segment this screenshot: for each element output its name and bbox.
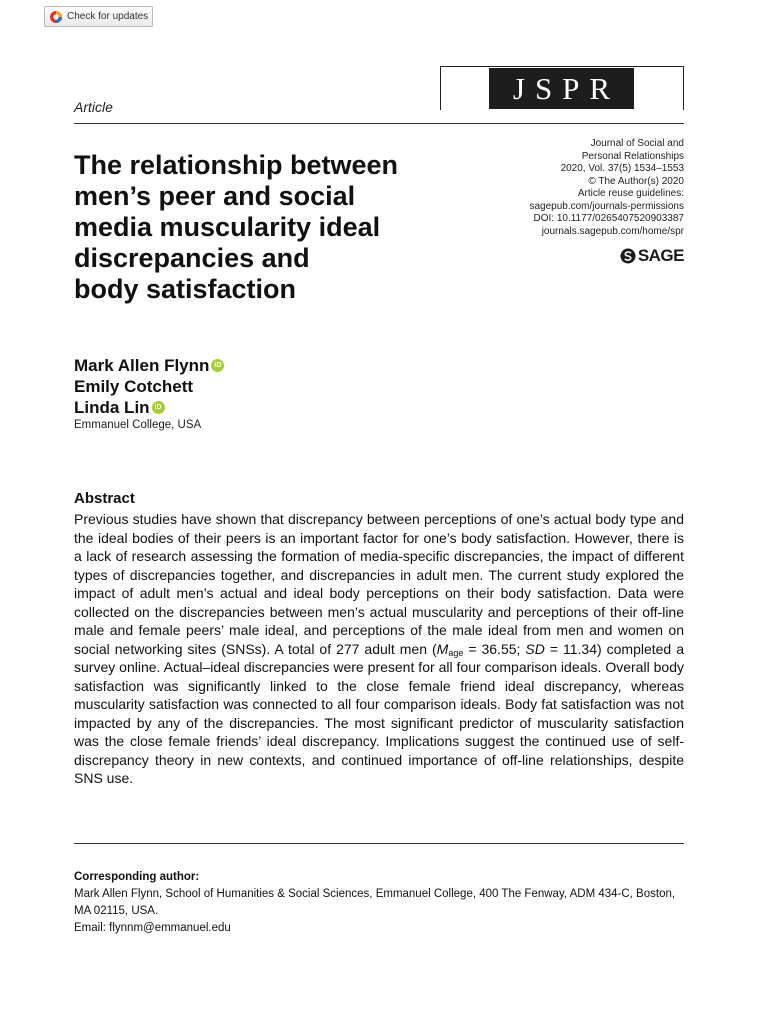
sd-symbol: SD <box>525 640 545 657</box>
corresponding-author-heading: Corresponding author: <box>74 871 200 883</box>
journal-logo: JSPR <box>489 68 634 109</box>
email-link[interactable]: flynnm@emmanuel.edu <box>109 922 231 934</box>
article-type: Article <box>74 99 113 115</box>
author-name-text: Mark Allen Flynn <box>74 356 210 375</box>
abstract-part: Previous studies have shown that discrepancy between perceptions of one’s actual body type and the ideal bodies of their peers is an important factor for one’s body satisfaction. However, there is a lack of research assessing the formation of media-specific discrepancies, the impact of different types of discrepancies together, and discrepancies in adult men. The current study explored the impact of adult men’s actual and ideal body perceptions on their body satisfaction. Data were collected on the discrepancies between men’s actual muscularity and perceptions of their off-line male and female peers’ male ideal, and perceptions of the male ideal from men and women on social networking sites (SNSs). A total of 277 adult men ( <box>74 511 684 657</box>
reuse-guidelines-label: Article reuse guidelines: <box>577 188 684 199</box>
journal-metadata <box>470 138 684 238</box>
corresponding-author-address: Mark Allen Flynn, School of Humanities & Social Sciences, Emmanuel College, 400 The Fenway, ADM 434-C, Boston, MA 02115, USA. <box>74 888 676 917</box>
affiliation: Emmanuel College, USA <box>74 419 202 431</box>
email-label: Email: <box>74 922 110 934</box>
journal-name-line: Personal Relationships <box>581 150 684 162</box>
author-name-text: Linda Lin <box>74 398 150 417</box>
title-line: body satisfaction <box>74 274 297 304</box>
title-line: discrepancies and <box>74 243 310 273</box>
copyright: © The Author(s) 2020 <box>588 175 684 187</box>
orcid-icon[interactable]: iD <box>152 401 165 414</box>
title-line: men’s peer and social <box>74 181 356 211</box>
abstract-part: = 11.34) completed a survey online. Actual–ideal discrepancies were present for all four comparison ideals. Overall body satisfaction was significantly linked to the close female friend ideal discrepancy, whereas muscularity satisfaction was connected to all four comparison ideals. Body fat satisfaction was not impacted by any of the discrepancies. The most significant predictor of muscularity satisfaction was the close female friends’ ideal discrepancy. Implications suggest the continued use of self-discrepancy theory in new contexts, and continued importance of off-line relationships, despite SNS use. <box>74 640 684 786</box>
author-list <box>74 355 224 431</box>
publisher-logo <box>608 246 684 266</box>
title-line: The relationship between <box>74 150 399 180</box>
journal-volume: 2020, Vol. 37(5) 1534–1553 <box>560 163 684 174</box>
sage-logo-icon <box>620 248 636 264</box>
journal-homepage-link[interactable]: journals.sagepub.com/home/spr <box>541 225 684 237</box>
mean-symbol: M <box>436 640 449 657</box>
check-for-updates-button[interactable] <box>44 6 153 27</box>
corresponding-author-block <box>74 869 694 937</box>
abstract-heading: Abstract <box>74 490 135 507</box>
journal-name-line: Journal of Social and <box>590 138 684 149</box>
author-name <box>74 397 224 418</box>
orcid-icon[interactable]: iD <box>211 359 224 372</box>
abstract-part: = 36.55; <box>463 640 526 657</box>
doi-link[interactable]: DOI: 10.1177/0265407520903387 <box>533 213 684 224</box>
check-for-updates-icon <box>49 10 63 24</box>
title-line: media muscularity ideal <box>74 212 381 242</box>
corresponding-author-email-line <box>74 920 694 937</box>
author-name <box>74 355 224 376</box>
header-divider <box>74 123 684 124</box>
author-name-text: Emily Cotchett <box>74 377 194 396</box>
article-title <box>74 150 494 305</box>
author-name <box>74 376 224 397</box>
mean-subscript: age <box>448 647 464 658</box>
publisher-name: SAGE <box>637 246 684 265</box>
abstract-text <box>74 510 684 788</box>
check-for-updates-label: Check for updates <box>67 11 149 22</box>
permissions-link[interactable]: sagepub.com/journals-permissions <box>529 200 684 212</box>
footer-divider <box>74 843 684 844</box>
